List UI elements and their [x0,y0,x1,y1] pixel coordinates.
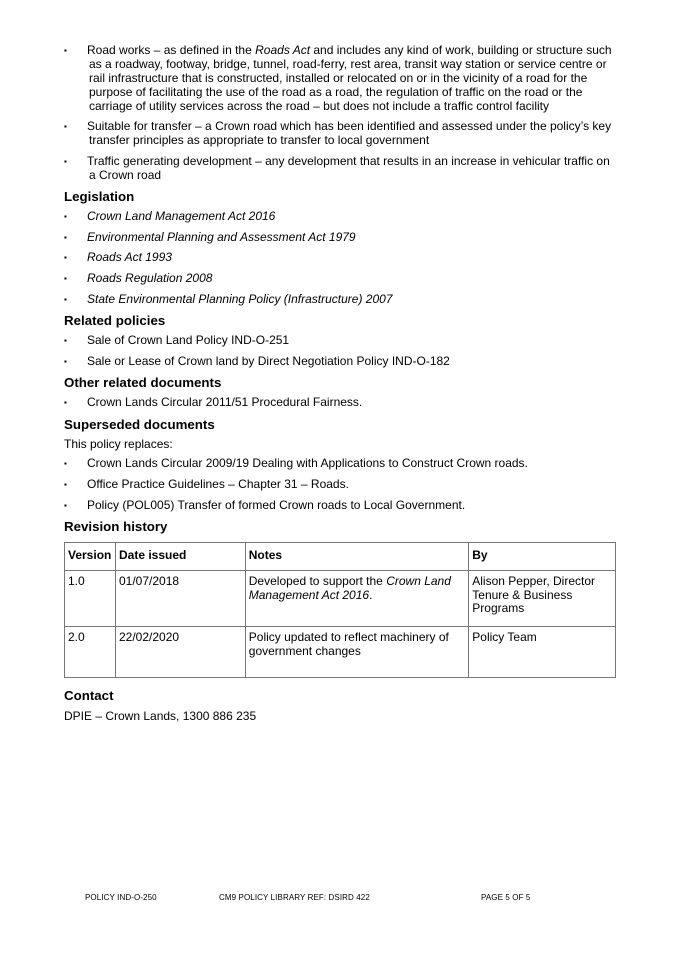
list-item: ▪ Road works – as defined in the Roads Act and includes any kind of work, building or structure such as a roadway, footway, bridge, tunnel, road-ferry, rest area, transit way station or service centre or rail infrastructure that is constructed, installed or relocated on or in the vicinity of a road for the purpose of facilitating the use of the road as a road, the regulation of traffic on the road or the carriage of utility services across the road – but does not include a traffic control facility [64,43,612,113]
superseded-intro: This policy replaces: [64,436,173,451]
related-policies-list [64,334,616,369]
list-item: ▪ Policy (POL005) Transfer of formed Crown roads to Local Government. [64,497,466,512]
bullet-icon: ▪ [64,500,67,510]
bullet-icon: ▪ [64,122,67,132]
bullet-icon: ▪ [64,253,67,263]
bullet-icon: ▪ [64,480,67,490]
bullet-icon: ▪ [64,156,67,166]
list-item: ▪ Roads Act 1993 [64,250,172,265]
bullet-icon: ▪ [64,274,67,283]
list-item: ▪ Sale or Lease of Crown land by Direct Negotiation Policy IND-O-182 [64,353,450,368]
bullet-icon: ▪ [64,459,67,469]
cell-version: 1.0 [65,571,116,627]
column-header-by: By [469,543,616,571]
column-header-version: Version [65,543,116,571]
list-item: ▪ Crown Land Management Act 2016 [64,209,276,224]
other-documents-list [64,396,616,410]
cell-by: Policy Team [469,627,616,678]
list-item: ▪ Crown Lands Circular 2011/51 Procedural Fairness. [64,395,363,410]
cell-version: 2.0 [65,627,116,678]
list-item: ▪ Environmental Planning and Assessment Act 1979 [64,229,356,244]
list-item: ▪ State Environmental Planning Policy (Infrastructure) 2007 [64,291,393,306]
bullet-icon: ▪ [64,336,67,346]
bullet-icon: ▪ [64,212,67,222]
list-item: ▪ Office Practice Guidelines – Chapter 31 – Roads. [64,477,349,492]
bullet-icon: ▪ [64,232,67,242]
superseded-list [64,457,616,512]
footer-policy-id: POLICY IND-O-250 [85,893,157,902]
legislation-list [64,210,616,306]
column-header-date: Date issued [115,543,245,571]
contact-text: DPIE – Crown Lands, 1300 886 235 [64,709,257,724]
page-content [64,44,616,730]
footer-library-ref: CM9 POLICY LIBRARY REF: DSIRD 422 [219,893,370,902]
cell-notes: Policy updated to reflect machinery of government changes [245,627,469,678]
table-header-row [65,543,616,571]
column-header-notes: Notes [245,543,469,571]
other-documents-heading: Other related documents [64,375,222,391]
revision-history-heading: Revision history [64,519,168,535]
cell-notes: Developed to support the Crown Land Management Act 2016. [245,571,469,627]
table-row [65,571,616,627]
table-row [65,627,616,678]
revision-history-table [64,542,616,678]
cell-date: 22/02/2020 [115,627,245,678]
list-item: ▪ Traffic generating development – any development that results in an increase in vehicular traffic on a Crown road [64,153,610,182]
list-item: ▪ Roads Regulation 2008 [64,271,213,285]
cell-by: Alison Pepper, Director Tenure & Business Programs [469,571,616,627]
footer-page-number: PAGE 5 OF 5 [481,893,531,902]
bullet-icon: ▪ [64,294,67,304]
list-item: ▪ Suitable for transfer – a Crown road which has been identified and assessed under the policy’s key transfer principles as appropriate to transfer to local government [64,119,612,148]
bullet-icon: ▪ [64,46,67,55]
bullet-icon: ▪ [64,356,67,366]
definitions-list [64,44,616,183]
list-item: ▪ Sale of Crown Land Policy IND-O-251 [64,333,290,348]
legislation-heading: Legislation [64,189,135,205]
bullet-icon: ▪ [64,398,67,408]
related-policies-heading: Related policies [64,313,166,329]
list-item: ▪ Crown Lands Circular 2009/19 Dealing with Applications to Construct Crown roads. [64,456,528,471]
definition-term: Road works [87,43,151,57]
contact-heading: Contact [64,688,114,704]
cell-date: 01/07/2018 [115,571,245,627]
superseded-heading: Superseded documents [64,416,215,432]
